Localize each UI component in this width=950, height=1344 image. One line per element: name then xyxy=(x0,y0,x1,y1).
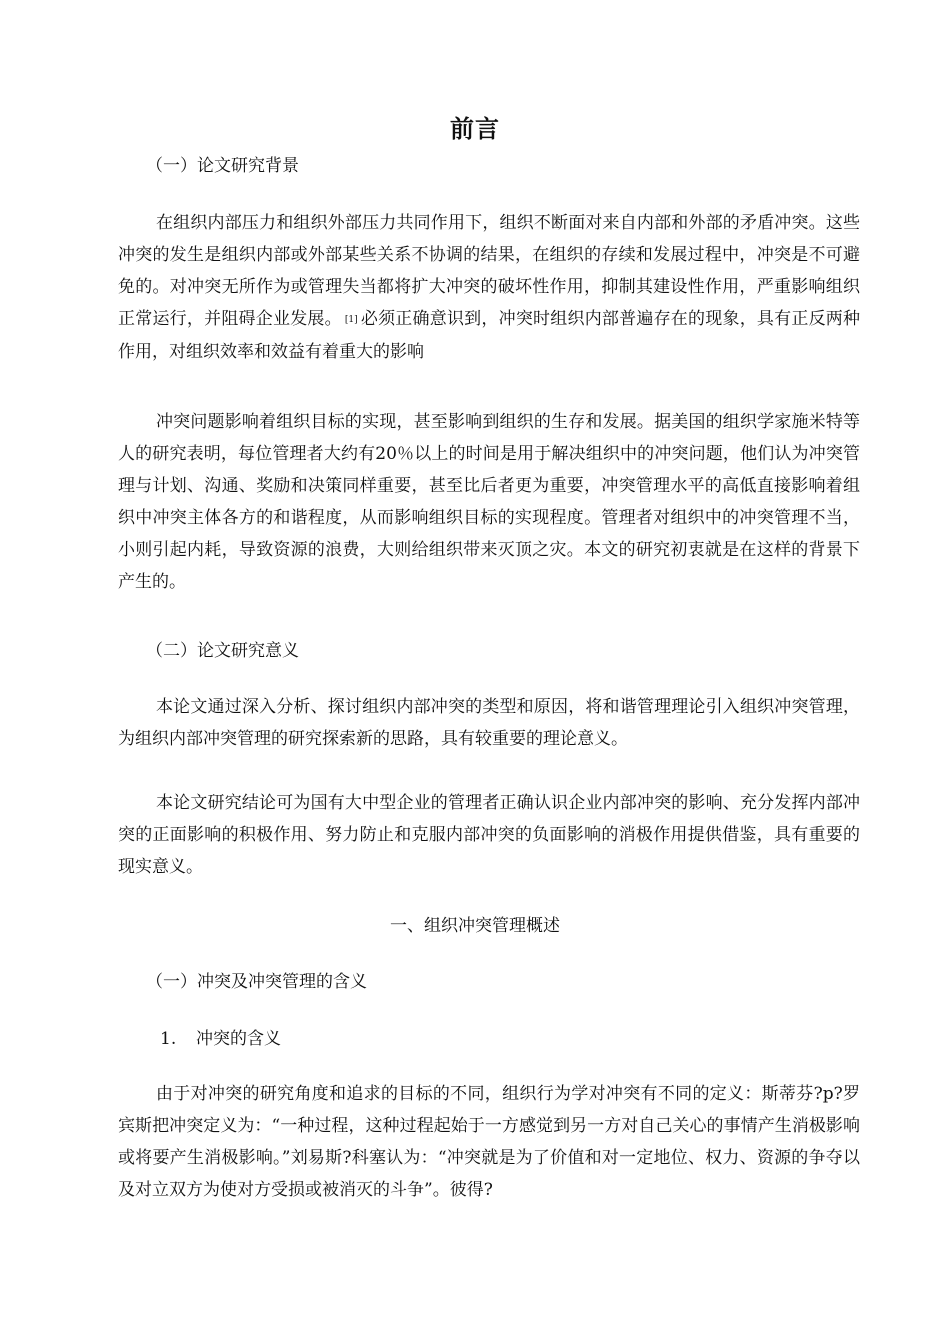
paragraph-text: 必须正确意识到，冲突时组织内部普遍存在的现象，具有正反两种作用，对组织效率和效益有着重大的影响 xyxy=(118,309,861,362)
paragraph-background-2: 冲突问题影响着组织目标的实现，甚至影响到组织的生存和发展。据美国的组织学家施米特等人的研究表明，每位管理者大约有20％以上的时间是用于解决组织中的冲突问题，他们认为冲突管理与计划、沟通、奖励和决策同样重要，甚至比后者更为重要，冲突管理水平的高低直接影响着组织中冲突主体各方的和谐程度，从而影响组织目标的实现程度。管理者对组织中的冲突管理不当，小则引起内耗，导致资源的浪费，大则给组织带来灭顶之灾。本文的研究初衷就是在这样的背景下产生的。 xyxy=(118,412,860,592)
paragraph-text: 在组织内部压力和组织外部压力共同作用下，组织不断面对来自内部和外部的矛盾冲突。这些冲突的发生是组织内部或外部某些关系不协调的结果，在组织的存续和发展过程中，冲突是不可避免的。对冲突无所作为或管理失当都将扩大冲突的破坏性作用，抑制其建设性作用，严重影响组织正常运行，并阻碍企业发展。 xyxy=(118,213,860,329)
section-heading-significance: （二）论文研究意义 xyxy=(146,641,299,661)
subsection-heading xyxy=(160,1027,281,1051)
section-heading-background: （一）论文研究背景 xyxy=(146,156,299,176)
paragraph-significance-2: 本论文研究结论可为国有大中型企业的管理者正确认识企业内部冲突的影响、充分发挥内部冲突的正面影响的积极作用、努力防止和克服内部冲突的负面影响的消极作用提供借鉴，具有重要的现实意义。 xyxy=(118,793,860,877)
citation-reference: [1] xyxy=(344,315,358,325)
chapter-heading: 一、组织冲突管理概述 xyxy=(390,916,560,936)
paragraph-significance-1: 本论文通过深入分析、探讨组织内部冲突的类型和原因，将和谐管理理论引入组织冲突管理，为组织内部冲突管理的研究探索新的思路，具有较重要的理论意义。 xyxy=(118,697,860,749)
subsection-title: 冲突的含义 xyxy=(196,1029,281,1049)
paragraph-conflict-definition: 由于对冲突的研究角度和追求的目标的不同，组织行为学对冲突有不同的定义：斯蒂芬?p?罗宾斯把冲突定义为：“一种过程，这种过程起始于一方感觉到另一方对自己关心的事情产生消极影响或将要产生消极影响。”刘易斯?科塞认为：“冲突就是为了价值和对一定地位、权力、资源的争夺以及对立双方为使对方受损或被消灭的斗争”。彼得? xyxy=(118,1084,860,1200)
page-title: 前言 xyxy=(450,115,500,143)
section-heading-definition: （一）冲突及冲突管理的含义 xyxy=(146,972,367,992)
subsection-number: 1. xyxy=(160,1029,177,1049)
paragraph-background-1 xyxy=(118,207,860,368)
